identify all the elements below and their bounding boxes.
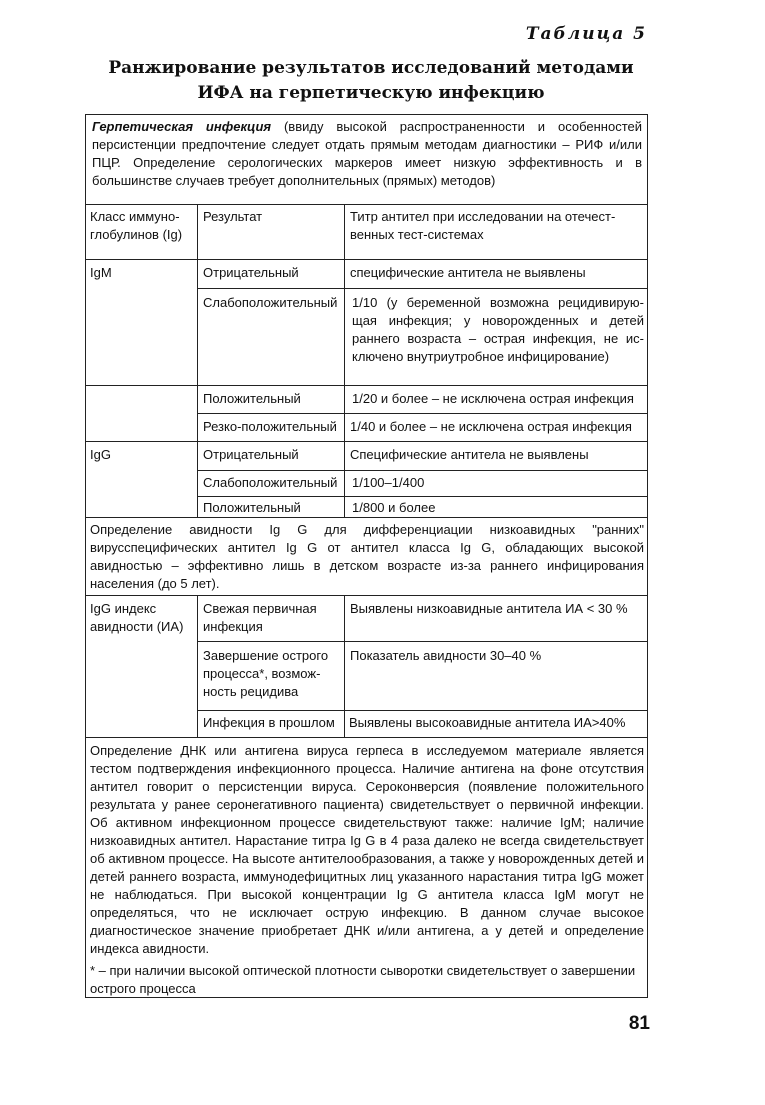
titer-cell: 1/100–1/400 <box>352 475 425 490</box>
titer-cell: специфические антитела не выявлены <box>350 265 586 280</box>
titer-cell: Специфические антитела не выявлены <box>350 447 589 462</box>
result-cell: Резко-положительный <box>203 419 337 434</box>
divider <box>197 288 648 289</box>
divider <box>85 385 648 386</box>
column-divider <box>344 595 345 737</box>
avidity-note: Определение авидности Ig G для дифференциации низкоавидных "ранних" вирусспецифических антител Ig G от антител класса Ig G, обладающих высокой авидностью – эффективно лишь в детском возрасте из-за раннего инфицирования населения (до 5 лет). <box>90 522 644 591</box>
intro-text: (ввиду высокой распространенности и особенностей персистенции предпочтение следует отдать прямым методам диагностики – РИФ и/или ПЦР. Определение серологических маркеров имеет низкую эффективность и в большинстве случаев требует дополнительных (прямых) методов) <box>92 119 642 188</box>
column-header-result: Результат <box>203 209 263 224</box>
avidity-class-cell: IgG индекс авидности (ИА) <box>90 601 184 634</box>
titer-cell: 1/40 и более – не исключена острая инфекция <box>350 419 632 434</box>
avidity-result-cell: Выявлены высокоавидные антитела ИА>40% <box>349 715 626 730</box>
result-cell: Слабоположительный <box>203 295 338 310</box>
divider <box>85 441 648 442</box>
divider <box>85 517 648 518</box>
table-number: Таблица 5 <box>525 24 647 44</box>
divider <box>85 259 648 260</box>
column-header-class: Класс иммуно-глобулинов (Ig) <box>90 209 183 242</box>
divider <box>197 470 648 471</box>
result-cell: Положительный <box>203 500 301 515</box>
result-cell: Отрицательный <box>203 265 299 280</box>
result-cell: Отрицательный <box>203 447 299 462</box>
divider <box>197 641 648 642</box>
divider <box>85 737 648 738</box>
divider <box>197 496 648 497</box>
titer-cell: 1/10 (у беременной возможна рецидивирую-щая инфекция; у новорожденных и детей раннего возраста – острая инфекция, не ис-ключено внутриутробное инфицирование) <box>352 295 644 364</box>
stage-cell: Завершение острого процесса*, возмож-ность рецидива <box>203 648 329 699</box>
intro-term: Герпетическая инфекция <box>92 119 272 134</box>
page-number: 81 <box>628 1013 650 1034</box>
stage-cell: Инфекция в прошлом <box>203 715 335 730</box>
divider <box>197 413 648 414</box>
column-header-titer: Титр антител при исследовании на отечест-венных тест-системах <box>350 209 616 242</box>
stage-cell: Свежая первичная инфекция <box>203 601 317 634</box>
result-cell: Слабоположительный <box>203 475 338 490</box>
class-cell: IgG <box>90 447 111 462</box>
divider <box>85 595 648 596</box>
footnote: * – при наличии высокой оптической плотности сыворотки свидетельствует о завершении острого процесса <box>90 963 636 996</box>
column-divider <box>197 595 198 737</box>
divider <box>197 710 648 711</box>
result-cell: Положительный <box>203 391 301 406</box>
class-cell: IgM <box>90 265 112 280</box>
page-title: Ранжирование результатов исследований методами ИФА на герпетическую инфекцию <box>108 58 634 103</box>
divider <box>85 204 648 205</box>
avidity-result-cell: Выявлены низкоавидные антитела ИА < 30 % <box>350 601 628 616</box>
intro-paragraph <box>92 118 642 190</box>
avidity-result-cell: Показатель авидности 30–40 % <box>350 648 542 663</box>
conclusion-paragraph: Определение ДНК или антигена вируса герпеса в исследуемом материале является тестом подтверждения инфекционного процесса. Наличие антигена на фоне отсутствия антител говорит о персистенции вируса. Сероконверсия (появление положительного результата у ранее серонегативного пациента) свидетельствует о первичной инфекции. Об активном инфекционном процессе свидетельствуют также: наличие IgM; наличие низкоавидных антител. Нарастание титра Ig G в 4 раза далеко не всегда свидетельствует об активном процессе. На высоте антителообразования, а также у новорожденных детей и детей раннего возраста, иммунодефицитных лиц указанного нарастания титра IgG может не наблюдаться. При высокой концентрации Ig G антитела класса IgM могут не определяться, что не исключает острую инфекцию. В данном случае высокое диагностическое значение приобретает ДНК и/или антигена, а у детей и определение индекса авидности. <box>90 743 644 956</box>
titer-cell: 1/800 и более <box>352 500 436 515</box>
titer-cell: 1/20 и более – не исключена острая инфекция <box>352 391 634 406</box>
